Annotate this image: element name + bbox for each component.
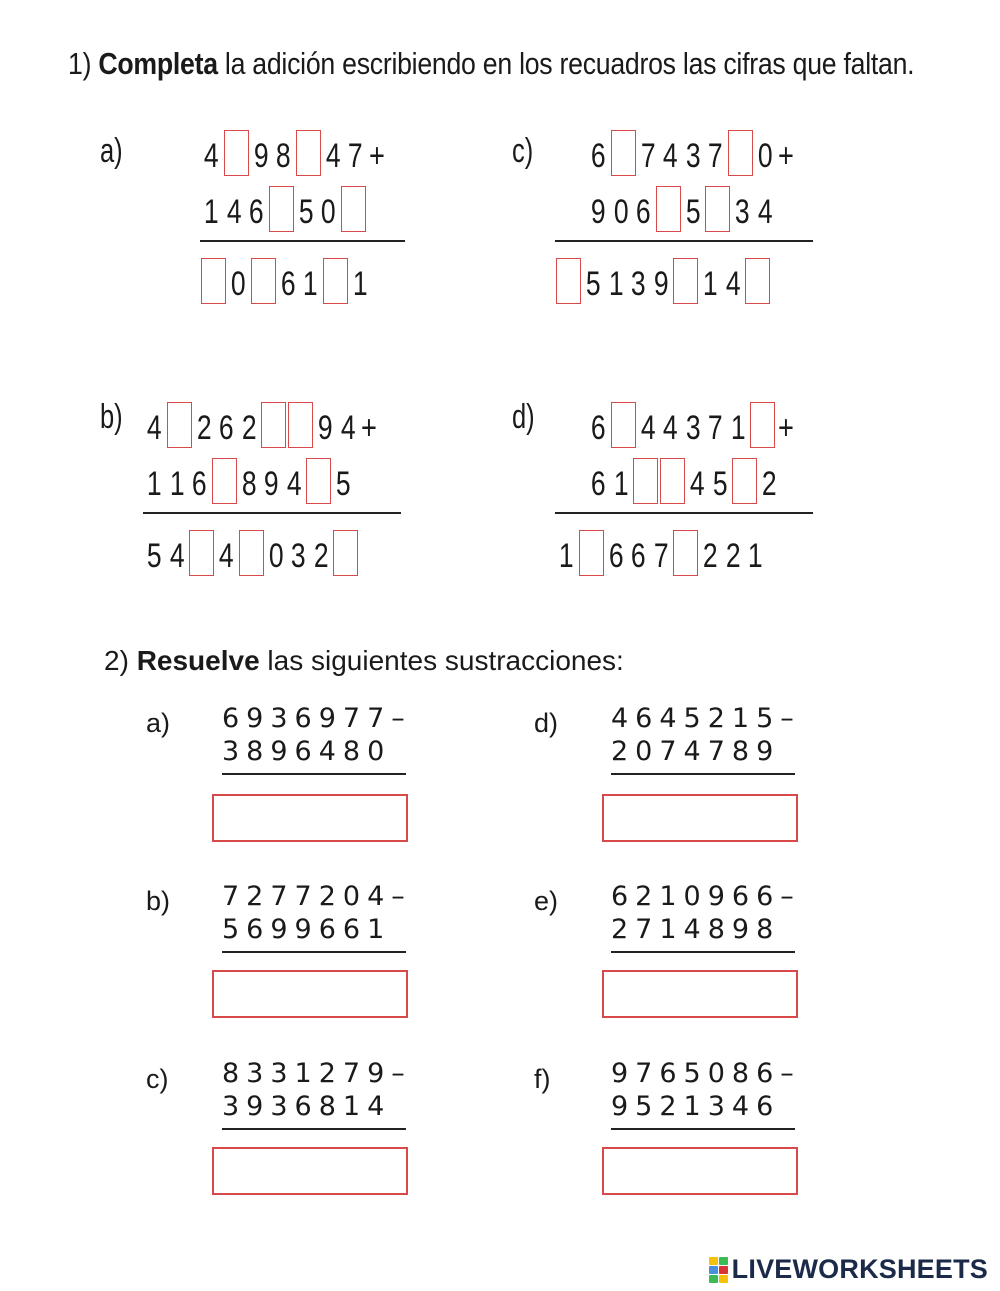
digit: 0	[320, 193, 336, 231]
digit: 4	[146, 409, 162, 447]
digit: 9	[653, 265, 669, 303]
addition-c-row2	[555, 176, 813, 232]
digit: 1	[608, 265, 624, 303]
digit: 4	[689, 465, 705, 503]
digit: 5	[685, 193, 701, 231]
digit: 4	[640, 409, 656, 447]
liveworksheets-logo	[709, 1254, 988, 1285]
digit: 6	[608, 537, 624, 575]
subtraction-c-label: c)	[146, 1064, 169, 1094]
digit: 1	[613, 465, 629, 503]
missing-digit-box[interactable]	[341, 186, 366, 232]
digit: 6	[280, 265, 296, 303]
plus-sign: +	[361, 409, 377, 447]
digit: 2	[196, 409, 212, 447]
subtraction-f	[611, 1058, 801, 1130]
digit: 0	[613, 193, 629, 231]
missing-digit-box[interactable]	[212, 458, 237, 504]
subtraction-e-subtrahend: 2714898	[611, 914, 781, 945]
subtraction-f-minuend: 9765086–	[611, 1058, 801, 1089]
digit: 6	[630, 537, 646, 575]
missing-digit-box[interactable]	[556, 258, 581, 304]
missing-digit-box[interactable]	[579, 530, 604, 576]
missing-digit-box[interactable]	[660, 458, 685, 504]
digit: 1	[146, 465, 162, 503]
missing-digit-box[interactable]	[732, 458, 757, 504]
subtraction-d-label: d)	[534, 708, 559, 738]
section1-text: la adición escribiendo en los recuadros las cifras que faltan.	[217, 46, 915, 81]
digit: 6	[635, 193, 651, 231]
digit: 2	[761, 465, 777, 503]
digit: 7	[707, 409, 723, 447]
subtraction-b-answer-box[interactable]	[212, 970, 408, 1018]
digit: 5	[146, 537, 162, 575]
addition-c-line	[555, 240, 813, 242]
subtraction-e-answer-box[interactable]	[602, 970, 798, 1018]
missing-digit-box[interactable]	[611, 130, 636, 176]
subtraction-b-label: b)	[146, 886, 171, 916]
digit: 4	[662, 409, 678, 447]
missing-digit-box[interactable]	[288, 402, 313, 448]
digit: 6	[248, 193, 264, 231]
addition-d-row1	[555, 392, 813, 448]
section1-number: 1)	[68, 46, 92, 81]
subtraction-e-label: e)	[534, 886, 559, 916]
addition-d-result	[555, 520, 813, 576]
addition-d-row2	[555, 448, 813, 504]
section2-number: 2)	[104, 645, 129, 676]
missing-digit-box[interactable]	[189, 530, 214, 576]
missing-digit-box[interactable]	[224, 130, 249, 176]
subtraction-d-answer-box[interactable]	[602, 794, 798, 842]
missing-digit-box[interactable]	[261, 402, 286, 448]
plus-sign: +	[778, 137, 794, 175]
digit: 0	[268, 537, 284, 575]
digit: 4	[226, 193, 242, 231]
digit: 3	[685, 137, 701, 175]
addition-d-label: d)	[512, 398, 535, 436]
digit: 0	[230, 265, 246, 303]
digit: 6	[590, 465, 606, 503]
digit: 8	[275, 137, 291, 175]
digit: 6	[590, 137, 606, 175]
missing-digit-box[interactable]	[251, 258, 276, 304]
missing-digit-box[interactable]	[673, 258, 698, 304]
digit: 3	[734, 193, 750, 231]
addition-d-line	[555, 512, 813, 514]
subtraction-d-subtrahend: 2074789	[611, 736, 781, 767]
missing-digit-box[interactable]	[167, 402, 192, 448]
digit: 1	[558, 537, 574, 575]
missing-digit-box[interactable]	[750, 402, 775, 448]
digit: 9	[263, 465, 279, 503]
section2-text: las siguientes sustracciones:	[259, 645, 624, 676]
liveworksheets-logo-text: LIVEWORKSHEETS	[731, 1254, 988, 1284]
digit: 2	[725, 537, 741, 575]
liveworksheets-logo-icon	[709, 1257, 729, 1283]
section1-bold: Completa	[98, 46, 218, 81]
subtraction-a-answer-box[interactable]	[212, 794, 408, 842]
addition-b	[143, 392, 401, 576]
missing-digit-box[interactable]	[296, 130, 321, 176]
digit: 9	[253, 137, 269, 175]
digit: 1	[169, 465, 185, 503]
digit: 7	[640, 137, 656, 175]
addition-c-label: c)	[512, 132, 534, 170]
digit: 3	[630, 265, 646, 303]
digit: 9	[317, 409, 333, 447]
subtraction-b-minuend: 7277204–	[222, 881, 412, 912]
digit: 6	[218, 409, 234, 447]
subtraction-a-line	[222, 773, 406, 775]
subtraction-a-label: a)	[146, 708, 171, 738]
digit: 2	[702, 537, 718, 575]
digit: 4	[662, 137, 678, 175]
subtraction-c-minuend: 8331279–	[222, 1058, 412, 1089]
digit: 5	[712, 465, 728, 503]
addition-a-row2	[200, 176, 405, 232]
subtraction-f-label: f)	[534, 1064, 551, 1094]
digit: 1	[302, 265, 318, 303]
missing-digit-box[interactable]	[633, 458, 658, 504]
missing-digit-box[interactable]	[656, 186, 681, 232]
digit: 6	[590, 409, 606, 447]
digit: 4	[725, 265, 741, 303]
digit: 7	[653, 537, 669, 575]
missing-digit-box[interactable]	[323, 258, 348, 304]
plus-sign: +	[778, 409, 794, 447]
subtraction-e	[611, 881, 801, 953]
digit: 6	[191, 465, 207, 503]
section2-title	[104, 645, 624, 677]
addition-a	[200, 120, 405, 304]
digit: 5	[298, 193, 314, 231]
subtraction-a	[222, 703, 412, 775]
subtraction-b-line	[222, 951, 406, 953]
digit: 4	[203, 137, 219, 175]
addition-a-line	[200, 240, 405, 242]
digit: 5	[335, 465, 351, 503]
addition-b-line	[143, 512, 401, 514]
subtraction-e-line	[611, 951, 795, 953]
addition-b-row2	[143, 448, 401, 504]
subtraction-d-line	[611, 773, 795, 775]
digit: 1	[747, 537, 763, 575]
digit: 7	[707, 137, 723, 175]
subtraction-c-subtrahend: 3936814	[222, 1091, 392, 1122]
digit: 4	[218, 537, 234, 575]
addition-b-row1	[143, 392, 401, 448]
digit: 4	[325, 137, 341, 175]
section2-bold: Resuelve	[136, 645, 260, 676]
missing-digit-box[interactable]	[745, 258, 770, 304]
digit: 4	[340, 409, 356, 447]
missing-digit-box[interactable]	[611, 402, 636, 448]
subtraction-c-answer-box[interactable]	[212, 1147, 408, 1195]
digit: 1	[203, 193, 219, 231]
subtraction-f-answer-box[interactable]	[602, 1147, 798, 1195]
subtraction-f-line	[611, 1128, 795, 1130]
subtraction-b-subtrahend: 5699661	[222, 914, 392, 945]
digit: 7	[347, 137, 363, 175]
missing-digit-box[interactable]	[306, 458, 331, 504]
digit: 0	[757, 137, 773, 175]
subtraction-c	[222, 1058, 412, 1130]
subtraction-a-minuend: 6936977–	[222, 703, 412, 734]
plus-sign: +	[368, 137, 385, 175]
digit: 1	[352, 265, 368, 303]
digit: 5	[585, 265, 601, 303]
missing-digit-box[interactable]	[705, 186, 730, 232]
addition-a-label: a)	[100, 132, 123, 170]
digit: 4	[169, 537, 185, 575]
digit: 1	[730, 409, 746, 447]
addition-a-result	[200, 248, 405, 304]
subtraction-d-minuend: 4645215–	[611, 703, 801, 734]
missing-digit-box[interactable]	[239, 530, 264, 576]
addition-a-row1	[200, 120, 405, 176]
subtraction-a-subtrahend: 3896480	[222, 736, 392, 767]
digit: 8	[241, 465, 257, 503]
missing-digit-box[interactable]	[333, 530, 358, 576]
addition-d	[555, 392, 813, 576]
digit: 2	[313, 537, 329, 575]
section1-title	[68, 46, 914, 82]
missing-digit-box[interactable]	[673, 530, 698, 576]
subtraction-e-minuend: 6210966–	[611, 881, 801, 912]
digit: 9	[590, 193, 606, 231]
digit: 3	[685, 409, 701, 447]
digit: 1	[702, 265, 718, 303]
missing-digit-box[interactable]	[728, 130, 753, 176]
subtraction-b	[222, 881, 412, 953]
addition-b-result	[143, 520, 401, 576]
digit: 3	[290, 537, 306, 575]
subtraction-d	[611, 703, 801, 775]
addition-b-label: b)	[100, 398, 123, 436]
subtraction-f-subtrahend: 9521346	[611, 1091, 781, 1122]
missing-digit-box[interactable]	[269, 186, 294, 232]
digit: 4	[286, 465, 302, 503]
digit: 2	[241, 409, 257, 447]
missing-digit-box[interactable]	[201, 258, 226, 304]
addition-c	[555, 120, 813, 304]
digit: 4	[757, 193, 773, 231]
addition-c-result	[555, 248, 813, 304]
subtraction-c-line	[222, 1128, 406, 1130]
addition-c-row1	[555, 120, 813, 176]
